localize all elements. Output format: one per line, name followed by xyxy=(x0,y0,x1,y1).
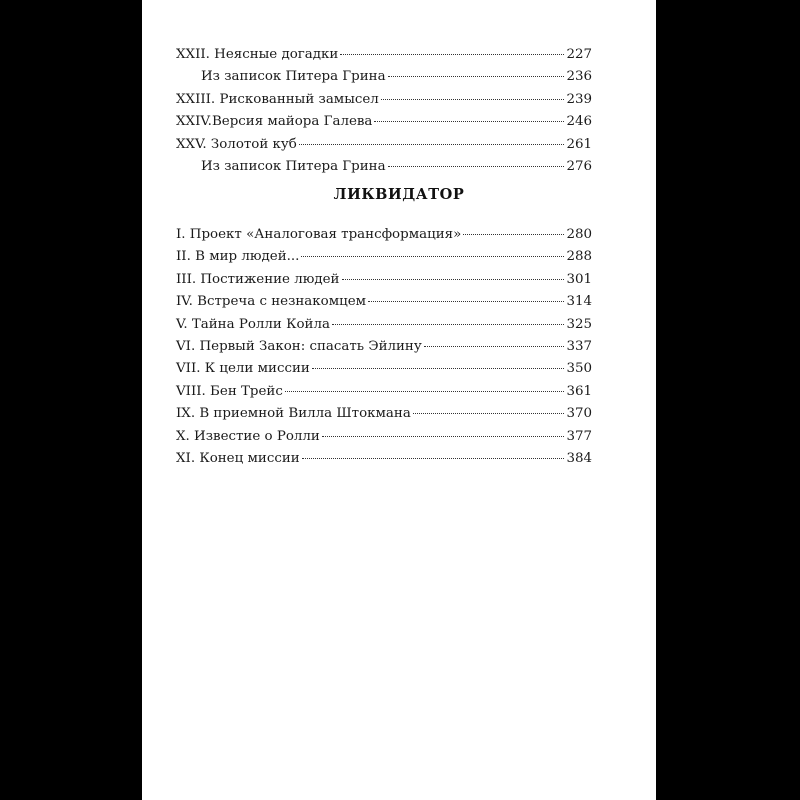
toc-entry-page-number: 314 xyxy=(566,294,592,310)
toc-entry-page-number: 384 xyxy=(566,450,592,466)
toc-entry xyxy=(176,134,592,156)
toc-entry-title: V. Тайна Ролли Койла xyxy=(176,316,330,332)
dot-leader xyxy=(388,76,565,77)
toc-entry-title: X. Известие о Ролли xyxy=(176,428,320,444)
dot-leader xyxy=(463,234,564,235)
dot-leader xyxy=(301,256,564,257)
toc-entry xyxy=(176,403,592,425)
dot-leader xyxy=(424,346,565,347)
dot-leader xyxy=(322,436,565,437)
toc-entry-page-number: 246 xyxy=(566,114,592,130)
toc-entry-page-number: 325 xyxy=(566,316,592,332)
toc-entry xyxy=(176,269,592,291)
toc-entry xyxy=(176,111,592,133)
dot-leader xyxy=(368,301,564,302)
toc-entry-page-number: 370 xyxy=(566,406,592,422)
toc-entry xyxy=(176,66,592,88)
toc-entry-title: Из записок Питера Грина xyxy=(201,158,386,174)
toc-entry-title: II. В мир людей... xyxy=(176,249,300,265)
dot-leader xyxy=(312,368,565,369)
toc-entry-page-number: 276 xyxy=(566,158,592,174)
toc-entry xyxy=(176,336,592,358)
dot-leader xyxy=(413,413,565,414)
toc-entry-page-number: 227 xyxy=(566,47,592,62)
section-heading: ЛИКВИДАТОР xyxy=(333,186,465,203)
toc-entry-page-number: 280 xyxy=(566,227,592,242)
toc-entry-title: XXIII. Рискованный замысел xyxy=(176,91,379,107)
toc-entry-title: XI. Конец миссии xyxy=(176,450,300,466)
toc-entry xyxy=(176,448,592,470)
toc-entry-page-number: 261 xyxy=(566,136,592,152)
dot-leader xyxy=(340,54,564,55)
toc-entry xyxy=(176,44,592,66)
dot-leader xyxy=(342,279,565,280)
toc-entry-title: VII. К цели миссии xyxy=(176,361,310,377)
toc-entry-title: Из записок Питера Грина xyxy=(201,69,386,85)
toc-entry-title: VIII. Бен Трейс xyxy=(176,383,283,399)
toc-entry xyxy=(176,358,592,380)
toc-entry-title: XXIV.Версия майора Галева xyxy=(176,114,373,130)
toc-entry-title: IX. В приемной Вилла Штокмана xyxy=(176,406,411,422)
toc-entry-page-number: 301 xyxy=(566,271,592,287)
toc-list-section xyxy=(176,224,592,470)
toc-entry-title: III. Постижение людей xyxy=(176,271,340,287)
toc-entry xyxy=(176,156,592,178)
toc-entry xyxy=(176,314,592,336)
book-page xyxy=(142,0,656,800)
toc-entry-title: I. Проект «Аналоговая трансформация» xyxy=(176,227,462,242)
toc-entry-page-number: 239 xyxy=(566,91,592,107)
toc-entry xyxy=(176,89,592,111)
toc-entry-page-number: 361 xyxy=(566,383,592,399)
toc-entry xyxy=(176,291,592,313)
toc-entry xyxy=(176,224,592,246)
toc-entry-page-number: 337 xyxy=(566,338,592,354)
dot-leader xyxy=(299,144,565,145)
toc-entry-page-number: 236 xyxy=(566,69,592,85)
toc-entry xyxy=(176,246,592,268)
dot-leader xyxy=(374,121,564,122)
dot-leader xyxy=(332,324,564,325)
toc-entry-title: IV. Встреча с незнакомцем xyxy=(176,294,367,310)
dot-leader xyxy=(302,458,565,459)
toc-list-continued xyxy=(176,44,592,178)
dot-leader xyxy=(285,391,565,392)
toc-entry-title: XXII. Неясные догадки xyxy=(176,47,339,62)
toc-entry-page-number: 377 xyxy=(566,428,592,444)
dot-leader xyxy=(381,99,565,100)
toc-entry-title: XXV. Золотой куб xyxy=(176,136,297,152)
toc-entry-page-number: 350 xyxy=(566,361,592,377)
toc-entry-title: VI. Первый Закон: спасать Эйлину xyxy=(176,338,422,354)
dot-leader xyxy=(388,166,565,167)
toc-entry xyxy=(176,381,592,403)
toc-entry-page-number: 288 xyxy=(566,249,592,265)
toc-entry xyxy=(176,426,592,448)
